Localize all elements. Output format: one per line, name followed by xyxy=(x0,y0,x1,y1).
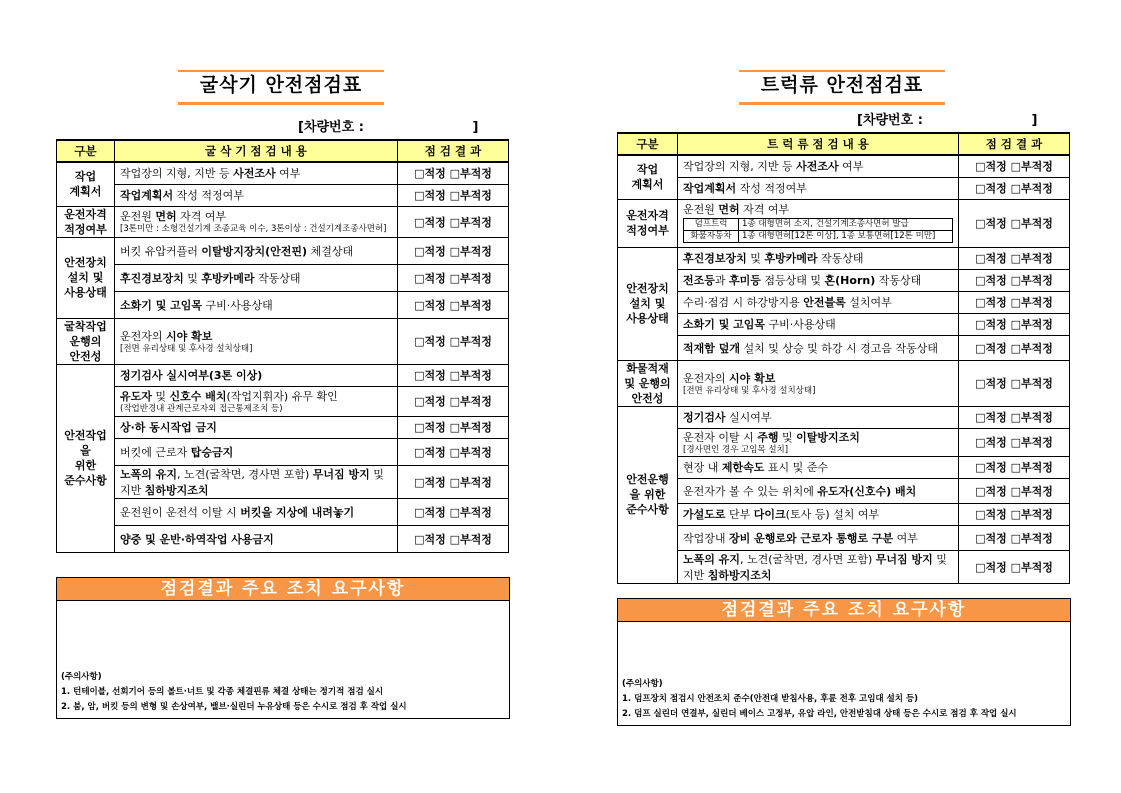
license-row xyxy=(684,219,953,231)
category-cell: 운전자격 적정여부 xyxy=(618,199,678,247)
check-item-text xyxy=(683,372,775,385)
result-checkboxes[interactable]: □적정 □부적정 xyxy=(959,406,1070,428)
check-item-fragment: 적재함 덮개 xyxy=(683,341,740,355)
license-cell: 화물자동차 xyxy=(684,231,739,243)
table-row xyxy=(618,313,1070,335)
table-row xyxy=(57,364,509,386)
result-checkboxes[interactable]: □적정 □부적정 xyxy=(398,264,509,291)
check-item-fragment: 체결상태 xyxy=(307,244,354,258)
check-item-fragment: 및 xyxy=(746,252,765,265)
result-checkboxes[interactable]: □적정 □부적정 xyxy=(398,465,509,498)
check-item-fragment: 후진경보장치 xyxy=(120,271,184,285)
truck-notes xyxy=(622,677,1017,722)
category-cell: 안전장치 설치 및 사용상태 xyxy=(618,247,678,360)
check-item-text xyxy=(120,245,353,258)
check-item-fragment: 사전조사 xyxy=(796,160,839,174)
check-item-fragment: 노폭의 유지 xyxy=(120,467,177,481)
check-item-text xyxy=(120,506,354,519)
check-item-fragment: , 노견(굴착면, 경사면 포함) xyxy=(739,552,876,566)
check-item xyxy=(678,360,959,406)
check-item-fragment: 및 지반 xyxy=(683,552,947,582)
result-checkboxes[interactable]: □적정 □부적정 xyxy=(959,199,1070,247)
excavator-vehicle-number: [차량번호 : ] xyxy=(298,120,479,135)
check-item-text xyxy=(120,330,212,343)
table-row xyxy=(57,162,509,184)
check-item xyxy=(115,318,398,364)
result-checkboxes[interactable]: □적정 □부적정 xyxy=(959,291,1070,313)
check-item-fragment: 여부 xyxy=(838,160,864,174)
check-item-fragment: 및 xyxy=(778,430,797,444)
check-item-fragment: 면허 xyxy=(155,210,177,223)
check-item-fragment: 및 xyxy=(151,389,170,403)
table-row xyxy=(618,199,1070,247)
check-item-fragment: 작업장내 xyxy=(683,531,730,545)
result-checkboxes[interactable]: □적정 □부적정 xyxy=(398,291,509,318)
check-item-fragment: 설치 및 상승 및 하강 시 경고음 작동상태 xyxy=(739,341,938,355)
check-item-fragment: 표시 및 준수 xyxy=(764,461,829,474)
excavator-title xyxy=(167,70,395,105)
check-item xyxy=(678,291,959,313)
check-item xyxy=(115,438,398,465)
result-checkboxes[interactable]: □적정 □부적정 xyxy=(398,364,509,386)
result-checkboxes[interactable]: □적정 □부적정 xyxy=(959,269,1070,291)
result-checkboxes[interactable]: □적정 □부적정 xyxy=(959,247,1070,269)
table-row xyxy=(57,318,509,364)
check-item-text xyxy=(120,167,300,180)
check-item-fragment: 구비·사용상태 xyxy=(765,318,836,331)
check-item-text xyxy=(683,252,864,265)
check-item-fragment: 후방카메라 xyxy=(201,271,255,285)
check-item-fragment: 점등상태 및 xyxy=(760,274,825,287)
check-item-text xyxy=(683,508,879,521)
table-row xyxy=(618,503,1070,525)
table-row xyxy=(618,335,1070,360)
table-row xyxy=(618,291,1070,313)
excavator-result-box xyxy=(56,577,510,719)
check-item xyxy=(115,237,398,264)
result-checkboxes[interactable]: □적정 □부적정 xyxy=(959,525,1070,550)
check-item-text xyxy=(683,274,921,287)
truck-result-box xyxy=(617,598,1071,726)
check-item-fragment: 과 xyxy=(714,274,730,287)
result-checkboxes[interactable]: □적정 □부적정 xyxy=(959,335,1070,360)
check-item-text xyxy=(120,299,273,312)
check-item-fragment: (토사 등) 설치 여부 xyxy=(785,508,880,521)
check-item xyxy=(678,525,959,550)
category-cell: 안전작업을 위한 준수사항 xyxy=(57,364,115,552)
check-item-fragment: 수리·점검 시 하강방지용 xyxy=(683,296,804,309)
result-checkboxes[interactable]: □적정 □부적정 xyxy=(398,184,509,206)
check-item xyxy=(678,199,959,247)
header-result: 점 검 결 과 xyxy=(959,133,1070,155)
check-item-fragment: 및 지반 xyxy=(120,467,384,497)
check-item-fragment: 장비 운행로와 근로자 통행로 구분 xyxy=(729,531,894,545)
result-checkboxes[interactable]: □적정 □부적정 xyxy=(959,177,1070,199)
check-item-fragment: 주행 xyxy=(757,430,779,444)
table-row xyxy=(57,498,509,525)
check-item xyxy=(115,184,398,206)
check-item-fragment: 운전원 xyxy=(683,203,719,216)
result-checkboxes[interactable]: □적정 □부적정 xyxy=(398,438,509,465)
check-item-note: [경사면인 경우 고임목 설치] xyxy=(683,444,789,455)
table-row xyxy=(618,247,1070,269)
check-item-text xyxy=(120,421,217,434)
table-row xyxy=(618,269,1070,291)
check-item-fragment: 설치여부 xyxy=(845,296,892,309)
check-item xyxy=(115,416,398,438)
check-item-text xyxy=(683,553,947,582)
check-item-fragment: 시야 확보 xyxy=(166,329,213,343)
result-checkboxes[interactable]: □적정 □부적정 xyxy=(398,206,509,237)
check-item-fragment: 현장 내 xyxy=(683,461,722,474)
check-item-fragment: 운전자의 xyxy=(683,371,730,385)
check-item-fragment: 노폭의 유지 xyxy=(683,552,740,566)
check-item xyxy=(678,335,959,360)
check-item-fragment: 운전원 xyxy=(120,210,156,223)
table-row xyxy=(57,386,509,416)
check-item-fragment: 단부 xyxy=(725,508,754,521)
check-item-fragment: 침하방지조치 xyxy=(707,568,772,582)
check-item-note: (작업반경내 관계근로자외 접근통제조치 등) xyxy=(120,403,283,414)
result-checkboxes[interactable]: □적정 □부적정 xyxy=(959,456,1070,478)
table-header-row xyxy=(57,140,509,162)
license-cell: 1종 대형면허[12톤 이상], 1종 보통면허[12톤 미만] xyxy=(739,231,953,243)
check-item-text xyxy=(683,296,892,309)
check-item-fragment: 작업장의 지형, 지반 등 xyxy=(683,160,797,174)
check-item-fragment: 후방카메라 xyxy=(764,252,818,265)
check-item-fragment: 작동상태 xyxy=(254,271,301,285)
check-item xyxy=(678,550,959,583)
check-item-text xyxy=(120,272,301,285)
category-cell: 작업 계획서 xyxy=(618,155,678,199)
check-item-text xyxy=(683,182,807,195)
check-item-fragment: 작성 적정여부 xyxy=(736,182,807,195)
check-item-fragment: 정기검사 실시여부(3톤 이상) xyxy=(120,369,263,382)
note-line: 2. 붐, 암, 버킷 등의 변형 및 손상여부, 밸브·실린더 누유상태 등은 수시로 점검 후 작업 실시 xyxy=(61,702,407,712)
check-item-text xyxy=(683,203,789,216)
truck-result-header: 점검결과 주요 조치 요구사항 xyxy=(618,599,1070,622)
check-item xyxy=(678,177,959,199)
license-cell: 1종 대형면허 소지, 건설기계조종사면허 발급 xyxy=(739,219,953,231)
note-line: 2. 덤프 실린더 연결부, 실린더 베이스 고정부, 유압 라인, 안전받침대 상태 등은 수시로 점검 후 작업 실시 xyxy=(622,709,1017,719)
check-item-fragment: 전조등 xyxy=(683,274,715,287)
note-line: 1. 덤프장치 점검시 안전조치 준수(안전대 받침사용, 후륜 전후 고임대 설치 등) xyxy=(622,694,919,704)
check-item-fragment: 무너짐 방지 xyxy=(312,467,370,481)
check-item-fragment: 정기검사 xyxy=(683,411,726,424)
table-row xyxy=(57,206,509,237)
header-category: 구분 xyxy=(618,133,678,155)
result-checkboxes[interactable]: □적정 □부적정 xyxy=(959,360,1070,406)
check-item xyxy=(678,247,959,269)
check-item-text xyxy=(683,342,938,355)
table-row xyxy=(57,264,509,291)
check-item-fragment: 운전원이 운전석 이탈 시 xyxy=(120,505,241,519)
check-item-fragment: 면허 xyxy=(718,203,740,216)
check-item-fragment: 소화기 및 고임목 xyxy=(683,318,766,331)
check-item-fragment: 작업계획서 xyxy=(683,182,737,195)
result-checkboxes[interactable]: □적정 □부적정 xyxy=(398,237,509,264)
check-item xyxy=(115,364,398,386)
check-item-fragment: 이탈방지조치 xyxy=(796,430,860,444)
check-item-text xyxy=(120,533,274,546)
check-item xyxy=(115,465,398,498)
table-row xyxy=(618,155,1070,177)
check-item-fragment: 소화기 및 고임목 xyxy=(120,298,203,312)
check-item-fragment: 여부 xyxy=(893,531,918,545)
note-line: (주의사항) xyxy=(61,672,102,682)
check-item xyxy=(678,313,959,335)
check-item-fragment: 상·하 동시작업 금지 xyxy=(120,421,217,434)
check-item-fragment: 작동상태 xyxy=(817,252,864,265)
check-item-text xyxy=(120,446,233,459)
check-item-fragment: 양중 및 운반·하역작업 사용금지 xyxy=(120,532,274,546)
check-item-fragment: 작업장의 지형, 지반 등 xyxy=(120,167,234,181)
result-checkboxes[interactable]: □적정 □부적정 xyxy=(398,416,509,438)
truck-vehicle-number: [차량번호 : ] xyxy=(857,113,1038,128)
category-cell: 화물적재 및 운행의 안전성 xyxy=(618,360,678,406)
check-item-note: [3톤미만 : 소형건설기계 조종교육 이수, 3톤이상 : 건설기계조종사면허] xyxy=(120,224,387,234)
table-row xyxy=(57,184,509,206)
excavator-notes xyxy=(61,670,407,715)
check-item xyxy=(678,155,959,177)
category-cell: 안전장치 설치 및 사용상태 xyxy=(57,237,115,318)
table-row xyxy=(57,291,509,318)
check-item-fragment: 다이크 xyxy=(753,508,786,521)
license-row xyxy=(684,231,953,243)
table-row xyxy=(618,456,1070,478)
check-item xyxy=(115,498,398,525)
check-item xyxy=(678,406,959,428)
table-row xyxy=(57,525,509,552)
result-checkboxes[interactable]: □적정 □부적정 xyxy=(959,478,1070,503)
check-item-fragment: 신호수 배치 xyxy=(169,389,227,403)
check-item-fragment: 버킷을 지상에 내려놓기 xyxy=(240,505,355,519)
check-item-text xyxy=(683,431,860,444)
table-row xyxy=(618,360,1070,406)
check-item-fragment: 유도자(신호수) 배치 xyxy=(817,484,917,498)
check-item-text xyxy=(683,485,916,498)
check-item-fragment: 탑승금지 xyxy=(190,445,234,459)
check-item-note: [전면 유리상태 및 후사경 설치상태] xyxy=(120,343,253,354)
check-item xyxy=(678,478,959,503)
check-item-fragment: 운전자가 볼 수 있는 위치에 xyxy=(683,484,818,498)
check-item-fragment: 가설도로 xyxy=(683,508,726,521)
check-item-fragment: 버킷에 근로자 xyxy=(120,445,191,459)
check-item-text xyxy=(120,189,244,202)
result-checkboxes[interactable]: □적정 □부적정 xyxy=(959,550,1070,583)
check-item xyxy=(115,162,398,184)
header-result: 점 검 결 과 xyxy=(398,140,509,162)
check-item-text xyxy=(683,318,836,331)
check-item-fragment: 여부 xyxy=(275,167,301,181)
check-item-fragment: 운전자의 xyxy=(120,329,167,343)
table-row xyxy=(618,525,1070,550)
table-row xyxy=(618,478,1070,503)
check-item-fragment: 사전조사 xyxy=(233,167,276,181)
check-item xyxy=(678,269,959,291)
check-item-fragment: 운전자 이탈 시 xyxy=(683,430,758,444)
check-item-text xyxy=(683,461,828,474)
check-item-fragment: 및 xyxy=(183,271,202,285)
check-item-fragment: 후진경보장치 xyxy=(683,252,747,265)
check-item xyxy=(115,264,398,291)
result-checkboxes[interactable]: □적정 □부적정 xyxy=(398,525,509,552)
category-cell: 운전자격 적정여부 xyxy=(57,206,115,237)
check-item-text xyxy=(683,411,772,424)
check-item-fragment: 제한속도 xyxy=(721,461,765,474)
check-item xyxy=(678,503,959,525)
check-item-text xyxy=(120,468,384,497)
check-item xyxy=(678,456,959,478)
result-checkboxes[interactable]: □적정 □부적정 xyxy=(398,318,509,364)
check-item-fragment: 무너짐 방지 xyxy=(875,552,933,566)
note-line: (주의사항) xyxy=(622,679,663,689)
check-item xyxy=(115,386,398,416)
truck-title xyxy=(728,70,956,105)
check-item-fragment: 작동상태 xyxy=(875,274,922,287)
table-row xyxy=(618,177,1070,199)
check-item-fragment: 이탈방지장치(안전핀) xyxy=(201,244,308,258)
table-row xyxy=(57,465,509,498)
check-item-fragment: 작성 적정여부 xyxy=(173,189,244,202)
header-content: 트 럭 류 점 검 내 용 xyxy=(678,133,959,155)
check-item-fragment: , 노견(굴착면, 경사면 포함) xyxy=(176,467,313,481)
check-item-fragment: 시야 확보 xyxy=(729,371,776,385)
result-checkboxes[interactable]: □적정 □부적정 xyxy=(959,313,1070,335)
check-item xyxy=(115,206,398,237)
check-item-fragment: 구비·사용상태 xyxy=(202,298,273,312)
category-cell: 안전운행 을 위한 준수사항 xyxy=(618,406,678,583)
check-item-fragment: 자격 여부 xyxy=(176,210,227,223)
table-row xyxy=(618,406,1070,428)
result-checkboxes[interactable]: □적정 □부적정 xyxy=(959,155,1070,177)
table-row xyxy=(57,237,509,264)
result-checkboxes[interactable]: □적정 □부적정 xyxy=(398,162,509,184)
check-item-fragment: 유도자 xyxy=(120,389,152,403)
table-row xyxy=(618,428,1070,456)
check-item xyxy=(678,428,959,456)
truck-title-text: 트럭류 안전점검표 xyxy=(739,70,945,105)
license-table xyxy=(683,218,953,243)
check-item-fragment: 작업계획서 xyxy=(120,189,174,202)
check-item-fragment: 자격 여부 xyxy=(739,203,790,216)
check-item-text xyxy=(120,210,226,223)
result-checkboxes[interactable]: □적정 □부적정 xyxy=(959,503,1070,525)
table-header-row xyxy=(618,133,1070,155)
check-item-text xyxy=(683,532,918,545)
table-row xyxy=(57,416,509,438)
header-content: 굴 삭 기 점 검 내 용 xyxy=(115,140,398,162)
excavator-checklist-table xyxy=(56,139,509,553)
check-item-fragment: 안전블록 xyxy=(803,296,846,309)
check-item-fragment: (작업지휘자) 유무 확인 xyxy=(226,389,338,403)
check-item-text xyxy=(683,160,863,173)
result-checkboxes[interactable]: □적정 □부적정 xyxy=(959,428,1070,456)
check-item-fragment: 침하방지조치 xyxy=(144,483,209,497)
header-category: 구분 xyxy=(57,140,115,162)
table-row xyxy=(57,438,509,465)
check-item-fragment: 버킷 유압커플러 xyxy=(120,244,202,258)
check-item-fragment: 실시여부 xyxy=(725,411,772,424)
check-item-text xyxy=(120,369,262,382)
result-checkboxes[interactable]: □적정 □부적정 xyxy=(398,386,509,416)
check-item xyxy=(115,525,398,552)
check-item xyxy=(115,291,398,318)
category-cell: 작업 계획서 xyxy=(57,162,115,206)
check-item-text xyxy=(120,390,338,403)
check-item-fragment: 혼(Horn) xyxy=(824,274,876,287)
category-cell: 굴착작업 운행의 안전성 xyxy=(57,318,115,364)
license-cell: 덤프트럭 xyxy=(684,219,739,231)
result-checkboxes[interactable]: □적정 □부적정 xyxy=(398,498,509,525)
excavator-result-header: 점검결과 주요 조치 요구사항 xyxy=(57,578,509,601)
table-row xyxy=(618,550,1070,583)
note-line: 1. 턴테이블, 선회기어 등의 볼트·너트 및 각종 체결핀류 체결 상태는 정기적 점검 실시 xyxy=(61,687,384,697)
excavator-title-text: 굴삭기 안전점검표 xyxy=(178,70,384,105)
check-item-fragment: 후미등 xyxy=(729,274,761,287)
check-item-note: [전면 유리상태 및 후사경 설치상태] xyxy=(683,385,816,396)
truck-checklist-table xyxy=(617,132,1070,584)
